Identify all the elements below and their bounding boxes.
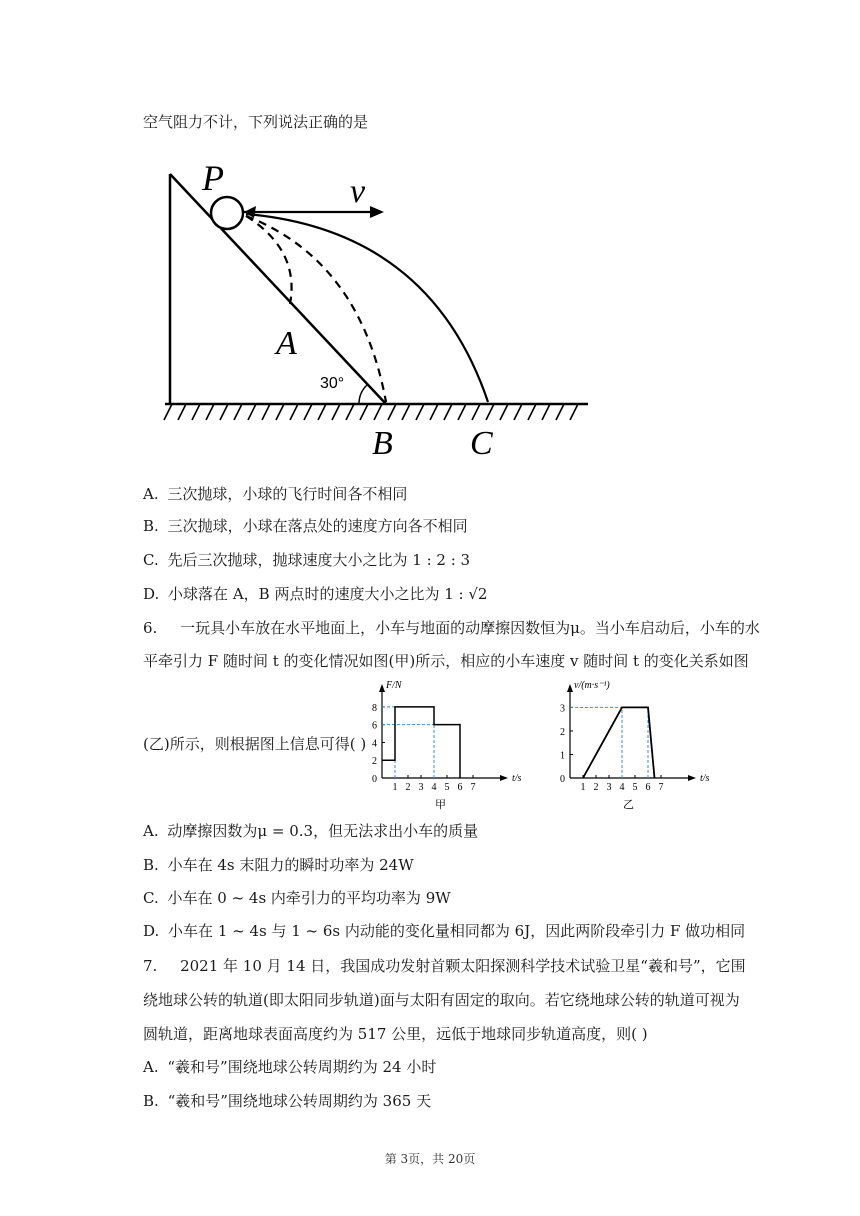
jia-ytick-label: 0 xyxy=(372,774,377,785)
jia-ytick-label: 8 xyxy=(372,702,377,714)
jia-ytick-label: 2 xyxy=(372,756,377,768)
label-angle: 30° xyxy=(320,375,345,392)
jia-ylabel: F/N xyxy=(386,680,402,691)
yi-x-arrow xyxy=(688,775,696,781)
q6-option-a[interactable]: A. 动摩擦因数为μ = 0.3，但无法求出小车的质量 xyxy=(143,822,479,840)
q6-option-d[interactable]: D. 小车在 1 ~ 4s 与 1 ~ 6s 内动能的变化量相同都为 6J，因此两阶段牵引力 F 做功相同 xyxy=(143,922,746,940)
jia-xlabel: t/s xyxy=(512,773,522,784)
yi-series-line xyxy=(583,707,655,778)
trajectory-to-B xyxy=(246,216,386,402)
q7-option-a[interactable]: A. “羲和号”围绕地球公转周期约为 24 小时 xyxy=(143,1058,437,1076)
jia-ytick-label: 6 xyxy=(372,720,377,732)
ground-hatching xyxy=(164,404,578,420)
jia-xtick-label: 7 xyxy=(470,782,476,793)
q5-option-a[interactable]: A. 三次抛球，小球的飞行时间各不相同 xyxy=(143,485,408,503)
q6-option-c[interactable]: C. 小车在 0 ~ 4s 内牵引力的平均功率为 9W xyxy=(143,889,451,907)
label-P: P xyxy=(202,158,224,198)
label-v: v xyxy=(350,173,366,210)
jia-xtick-label: 3 xyxy=(418,782,424,793)
label-B: B xyxy=(372,425,393,462)
yi-caption: 乙 xyxy=(623,799,634,811)
yi-xtick-label: 2 xyxy=(593,782,599,793)
yi-ytick-label: 0 xyxy=(560,774,565,785)
q7-option-b[interactable]: B. “羲和号”围绕地球公转周期约为 365 天 xyxy=(143,1092,432,1110)
q5-option-d[interactable]: D. 小球落在 A，B 两点时的速度大小之比为 1 : √2 xyxy=(143,585,488,603)
yi-xtick-label: 5 xyxy=(632,782,638,793)
incline-figure xyxy=(160,150,600,470)
q7-stem-line-2: 绕地球公转的轨道(即太阳同步轨道)面与太阳有固定的取向。若它绕地球公转的轨道可视为 xyxy=(143,991,740,1009)
jia-caption: 甲 xyxy=(435,799,446,811)
yi-xlabel: t/s xyxy=(700,773,710,784)
yi-xtick-label: 1 xyxy=(580,782,586,793)
q7-stem-line-3: 圆轨道，距离地球表面高度约为 517 公里，远低于地球同步轨道高度，则( ) xyxy=(143,1025,648,1043)
jia-xtick-label: 5 xyxy=(444,782,450,793)
q6-option-b[interactable]: B. 小车在 4s 末阻力的瞬时功率为 24W xyxy=(143,856,414,874)
angle-arc xyxy=(359,385,367,404)
yi-y-arrow xyxy=(567,684,573,692)
q7-stem-line-1: 7. 2021 年 10 月 14 日，我国成功发射首颗太阳探测科学技术试验卫星“羲和号”，它围 xyxy=(143,957,746,975)
jia-series-line xyxy=(382,707,460,778)
jia-xtick-label: 2 xyxy=(405,782,411,793)
yi-xtick-label: 7 xyxy=(658,782,664,793)
trajectory-to-A xyxy=(246,216,292,304)
q6-stem-line-3: (乙)所示，则根据图上信息可得( ) xyxy=(143,735,367,753)
jia-xtick-label: 1 xyxy=(392,782,398,793)
jia-x-arrow xyxy=(500,775,508,781)
label-A: A xyxy=(276,325,297,362)
q5-option-b[interactable]: B. 三次抛球，小球在落点处的速度方向各不相同 xyxy=(143,517,468,535)
jia-xtick-label: 6 xyxy=(457,782,463,793)
yi-xtick-label: 3 xyxy=(606,782,612,793)
force-time-graph xyxy=(360,678,540,816)
jia-y-arrow xyxy=(379,684,385,692)
yi-ytick-label: 3 xyxy=(560,703,565,715)
yi-ytick-label: 1 xyxy=(560,750,565,762)
velocity-time-graph xyxy=(548,678,728,816)
q6-stem-line-1: 6. 一玩具小车放在水平地面上，小车与地面的动摩擦因数恒为μ。当小车启动后，小车的水 xyxy=(143,619,760,637)
q5-option-c[interactable]: C. 先后三次抛球，抛球速度大小之比为 1 : 2 : 3 xyxy=(143,551,471,569)
jia-xtick-label: 4 xyxy=(431,782,437,793)
yi-xtick-label: 6 xyxy=(645,782,651,793)
label-C: C xyxy=(470,425,493,462)
q6-stem-line-2: 平牵引力 F 随时间 t 的变化情况如图(甲)所示，相应的小车速度 v 随时间 t 的变化关系如图 xyxy=(143,652,749,670)
yi-ytick-label: 2 xyxy=(560,726,565,738)
question-intro: 空气阻力不计，下列说法正确的是 xyxy=(143,113,369,131)
ball xyxy=(211,197,243,229)
jia-ytick-label: 4 xyxy=(372,738,377,750)
yi-ylabel: v/(m·s⁻¹) xyxy=(574,680,610,691)
page-footer: 第 3页，共 20页 xyxy=(384,1152,476,1166)
trajectory-to-C xyxy=(246,214,488,402)
yi-xtick-label: 4 xyxy=(619,782,625,793)
